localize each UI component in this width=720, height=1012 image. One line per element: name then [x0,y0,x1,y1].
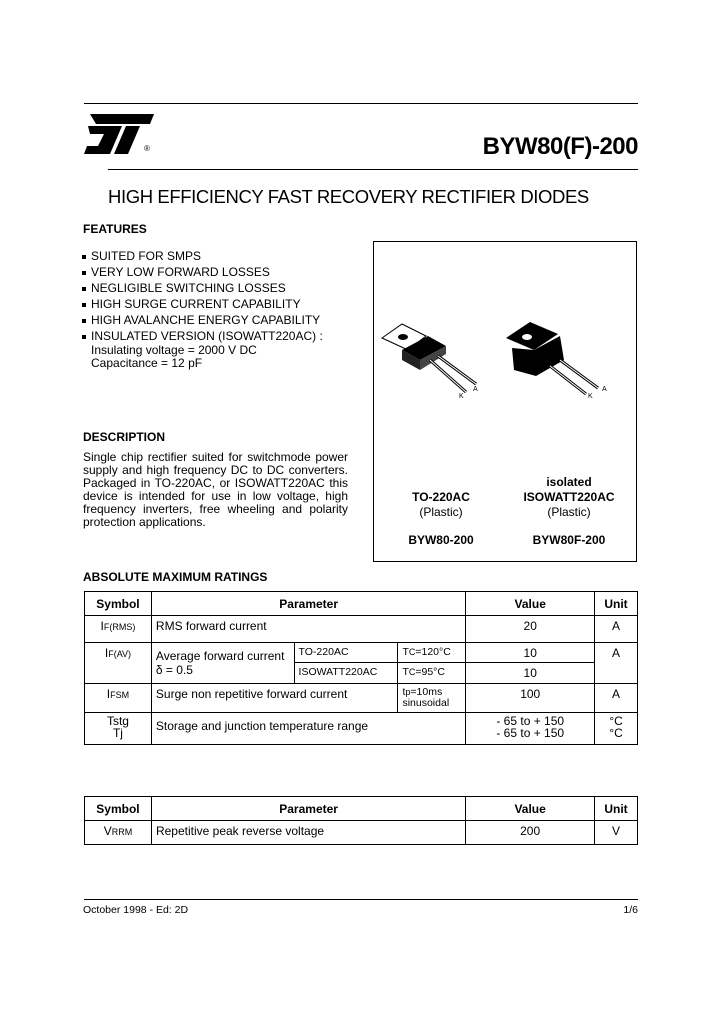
bullet-icon [82,319,86,323]
table-row [85,616,638,643]
value-cell: 100 [466,684,595,713]
registered-mark: ® [144,144,150,153]
footer-rule [84,899,638,900]
package-prefix: isolated [546,475,592,489]
parameter-cell: Repetitive peak reverse voltage [151,821,465,845]
pin-k-label: K [588,393,593,400]
symbol-cell: IF(RMS) [85,616,152,643]
package-material: (Plastic) [547,505,591,519]
package-caption-left [389,490,493,548]
pin-a-label: A [602,386,607,393]
title-rule [108,169,638,170]
unit-cell: A [595,684,638,713]
symbol-cell: Tstg Tj [85,713,152,745]
condition-cell: TC=95°C [398,663,466,684]
package-part: BYW80-200 [408,533,474,547]
parameter-cell: RMS forward current [151,616,465,643]
package-cell: ISOWATT220AC [294,663,398,684]
parameter-cell: Surge non repetitive forward current [151,684,398,713]
col-symbol: Symbol [85,797,152,821]
vrrm-table [84,796,638,845]
package-name: TO-220AC [412,490,470,504]
col-symbol: Symbol [85,592,152,616]
value-cell: - 65 to + 150 - 65 to + 150 [466,713,595,745]
footer-date: October 1998 - Ed: 2D [83,904,189,916]
parameter-cell: Average forward current δ = 0.5 [151,643,294,684]
table-header-row [85,592,638,616]
top-rule [84,103,638,104]
parameter-cell: Storage and junction temperature range [151,713,465,745]
bullet-icon [82,255,86,259]
bullet-icon [82,303,86,307]
page-number: 1/6 [623,904,638,916]
feature-item: HIGH SURGE CURRENT CAPABILITY [82,296,323,312]
insulating-voltage: Insulating voltage = 2000 V DC [91,343,257,357]
value-cell: 10 [466,643,595,663]
part-number: BYW80(F)-200 [482,133,638,160]
condition-cell: TC=120°C [398,643,466,663]
document-title: HIGH EFFICIENCY FAST RECOVERY RECTIFIER DIODES [108,186,589,207]
package-caption-right [512,475,626,548]
description-text: Single chip rectifier suited for switchmode power supply and high frequency DC to DC converters. Packaged in TO-220AC, or ISOWATT220AC this device is intended for use in low voltage, high frequency inverters, free wheeling and polarity protection applications. [83,450,348,529]
col-parameter: Parameter [151,797,465,821]
package-cell: TO-220AC [294,643,398,663]
symbol-cell: IFSM [85,684,152,713]
col-value: Value [466,592,595,616]
unit-cell: °C °C [595,713,638,745]
st-logo [84,110,156,158]
feature-item: HIGH AVALANCHE ENERGY CAPABILITY [82,312,323,328]
bullet-icon [82,271,86,275]
value-cell: 200 [466,821,595,845]
description-heading: DESCRIPTION [83,430,166,444]
pin-a-label: A [473,386,478,393]
table-row [85,684,638,713]
symbol-cell: VRRM [85,821,152,845]
unit-cell: A [595,643,638,684]
value-cell: 20 [466,616,595,643]
package-part: BYW80F-200 [532,533,606,547]
value-cell: 10 [466,663,595,684]
feature-item: INSULATED VERSION (ISOWATT220AC) : [82,328,323,344]
col-parameter: Parameter [151,592,465,616]
table-row [85,643,638,663]
condition-cell: tp=10ms sinusoidal [398,684,466,713]
unit-cell: A [595,616,638,643]
ratings-heading: ABSOLUTE MAXIMUM RATINGS [83,570,268,584]
package-material: (Plastic) [419,505,463,519]
bullet-icon [82,287,86,291]
feature-item: VERY LOW FORWARD LOSSES [82,264,323,280]
package-box [373,241,637,562]
capacitance: Capacitance = 12 pF [91,356,203,370]
ratings-table [84,591,638,745]
features-list [82,248,323,370]
feature-item: SUITED FOR SMPS [82,248,323,264]
col-unit: Unit [595,797,638,821]
symbol-cell: IF(AV) [85,643,152,684]
pin-k-label: K [459,393,464,400]
unit-cell: V [595,821,638,845]
to220-package-drawing [374,242,636,442]
package-name: ISOWATT220AC [523,490,615,504]
features-heading: FEATURES [83,222,147,236]
bullet-icon [82,335,86,339]
table-row [85,821,638,845]
col-unit: Unit [595,592,638,616]
table-row [85,713,638,745]
col-value: Value [466,797,595,821]
feature-item: NEGLIGIBLE SWITCHING LOSSES [82,280,323,296]
table-header-row [85,797,638,821]
